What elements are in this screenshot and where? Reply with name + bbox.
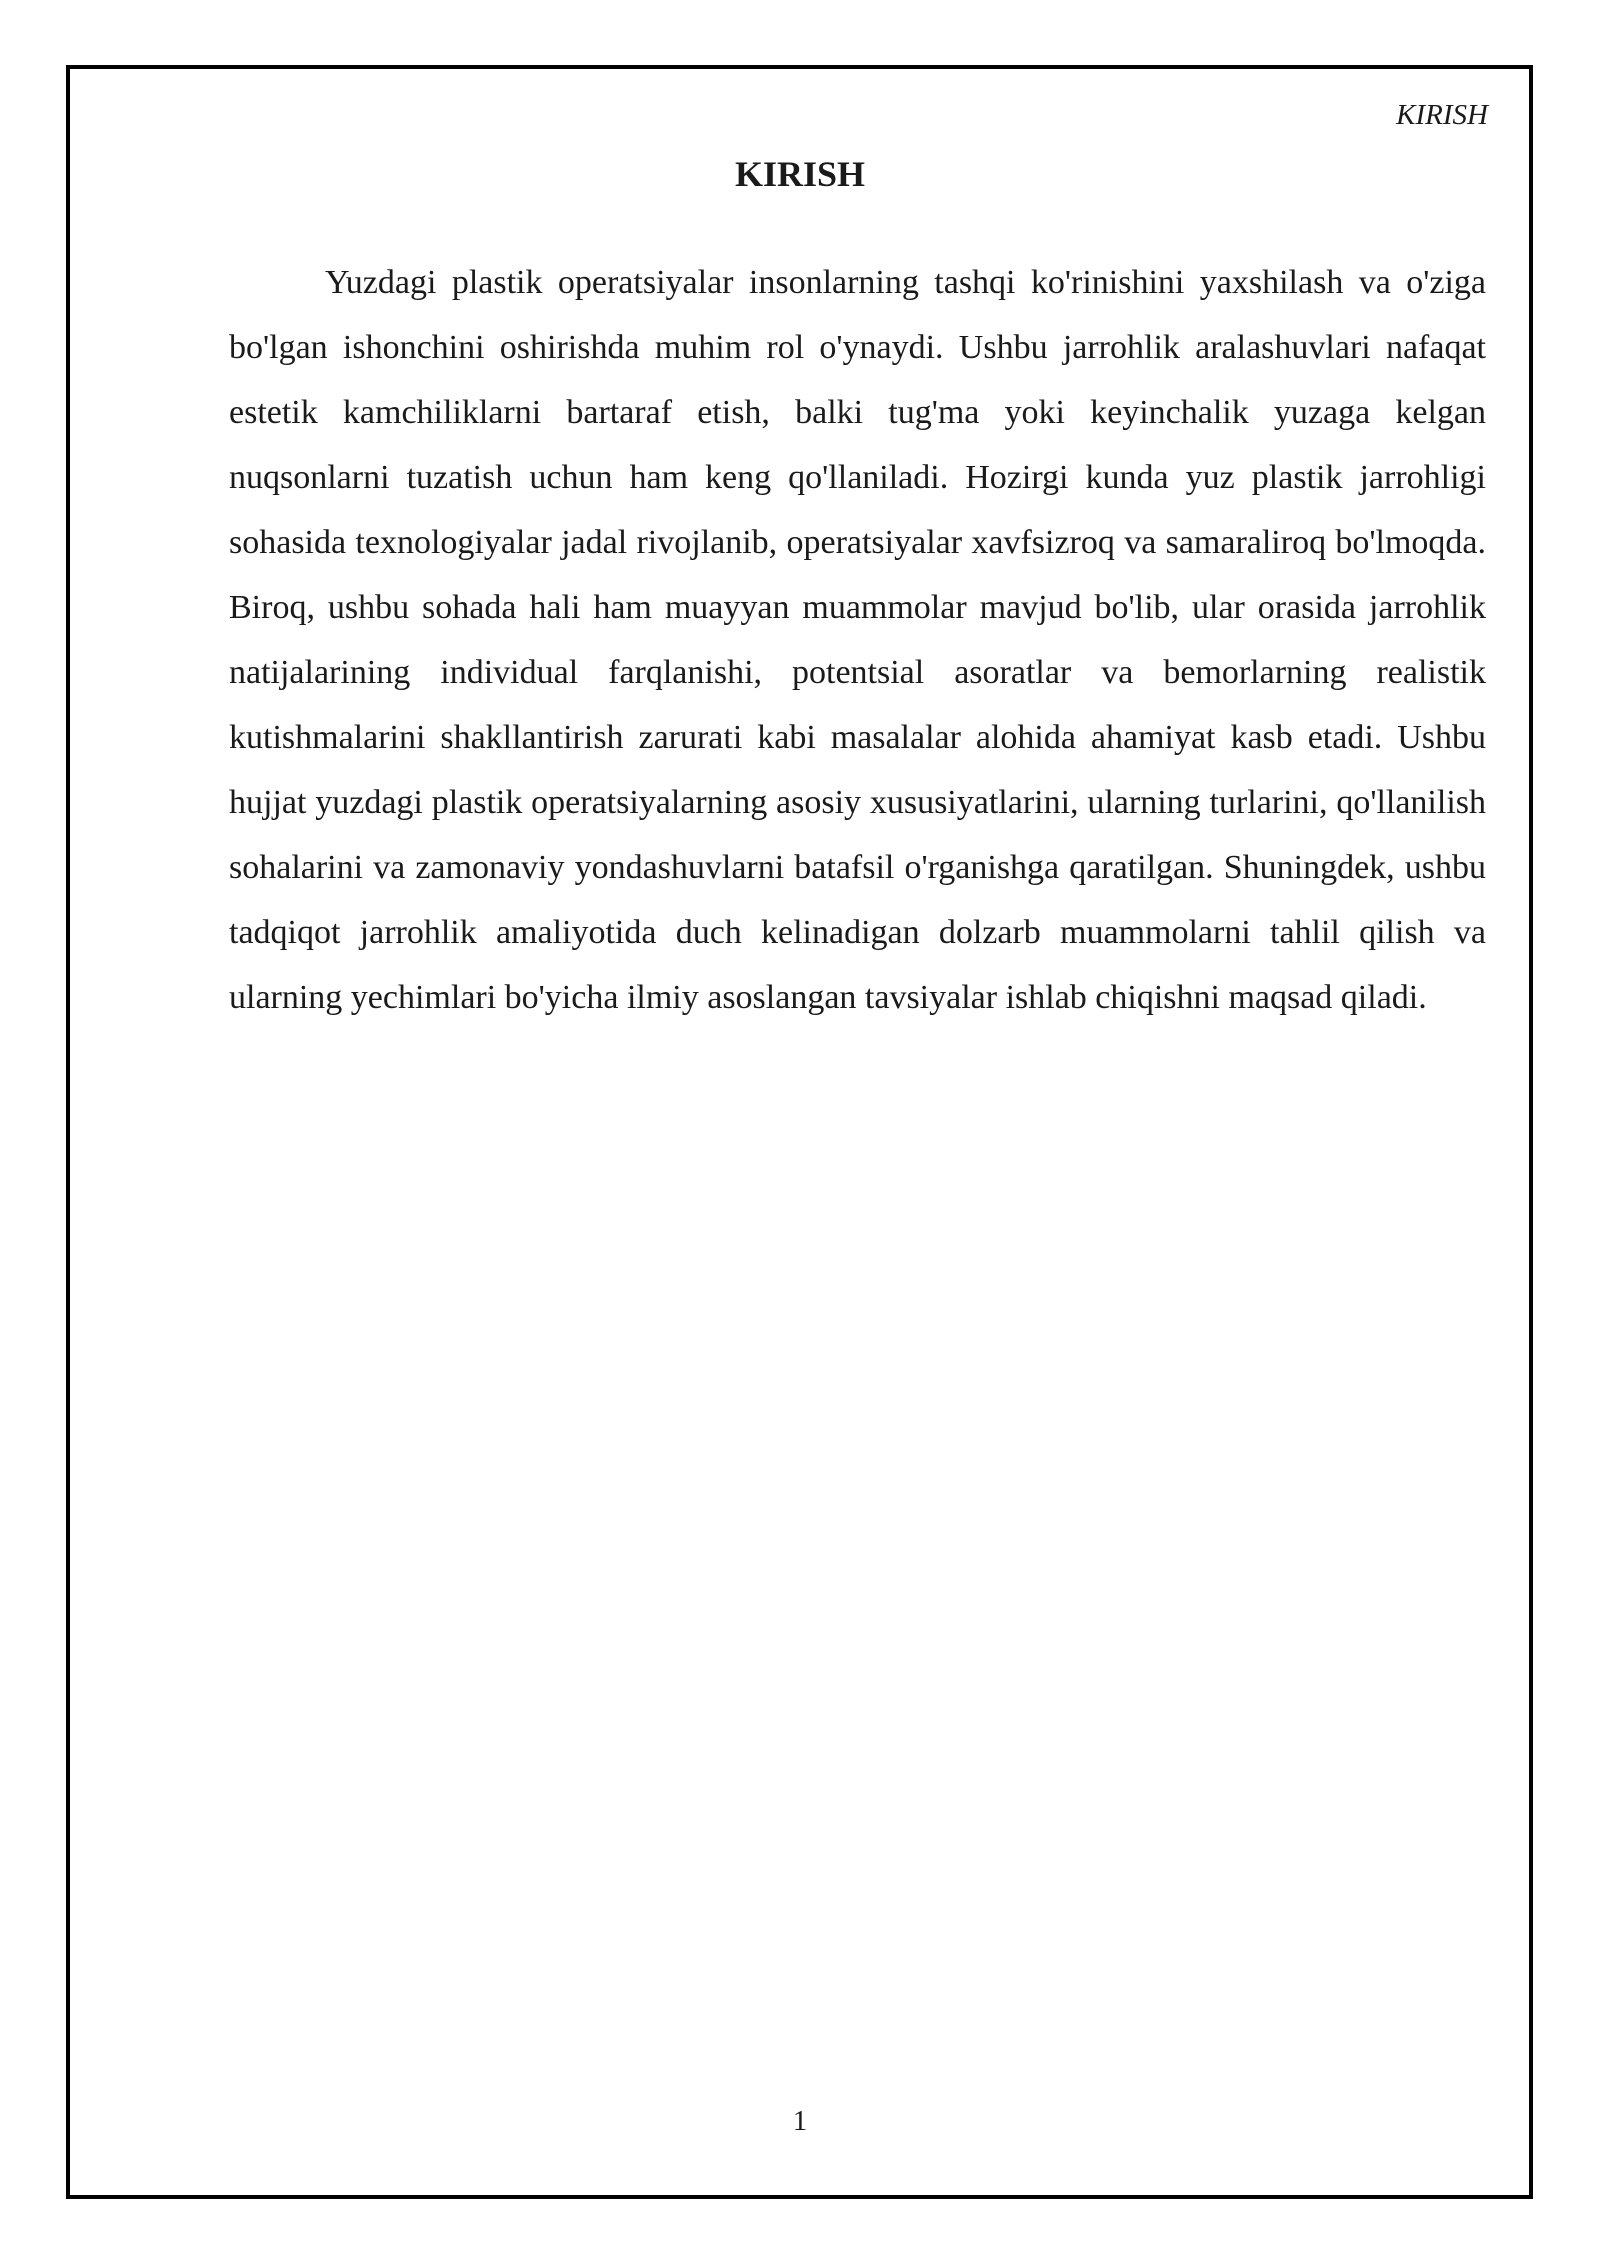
page-number: 1 (792, 2105, 808, 2137)
page-title: KIRISH (734, 154, 866, 194)
running-header: KIRISH (1396, 99, 1488, 131)
body-paragraph: Yuzdagi plastik operatsiyalar insonlarning tashqi ko'rinishini yaxshilash va o'ziga bo'lgan ishonchini oshirishda muhim rol o'ynaydi. Ushbu jarrohlik aralashuvlari nafaqat estetik kamchiliklarni bartaraf etish, balki tug'ma yoki keyinchalik yuzaga kelgan nuqsonlarni tuzatish uchun ham keng qo'llaniladi. Hozirgi kunda yuz plastik jarrohligi sohasida texnologiyalar jadal rivojlanib, operatsiyalar xavfsizroq va samaraliroq bo'lmoqda. Biroq, ushbu sohada hali ham muayyan muammolar mavjud bo'lib, ular orasida jarrohlik natijalarining individual farqlanishi, potentsial asoratlar va bemorlarning realistik kutishmalarini shakllantirish zarurati kabi masalalar alohida ahamiyat kasb etadi. Ushbu hujjat yuzdagi plastik operatsiyalarning asosiy xususiyatlarini, ularning turlarini, qo'llanilish sohalarini va zamonaviy yondashuvlarni batafsil o'rganishga qaratilgan. Shuningdek, ushbu tadqiqot jarrohlik amaliyotida duch kelinadigan dolzarb muammolarni tahlil qilish va ularning yechimlari bo'yicha ilmiy asoslangan tavsiyalar ishlab chiqishni maqsad qiladi. (229, 264, 1486, 1016)
